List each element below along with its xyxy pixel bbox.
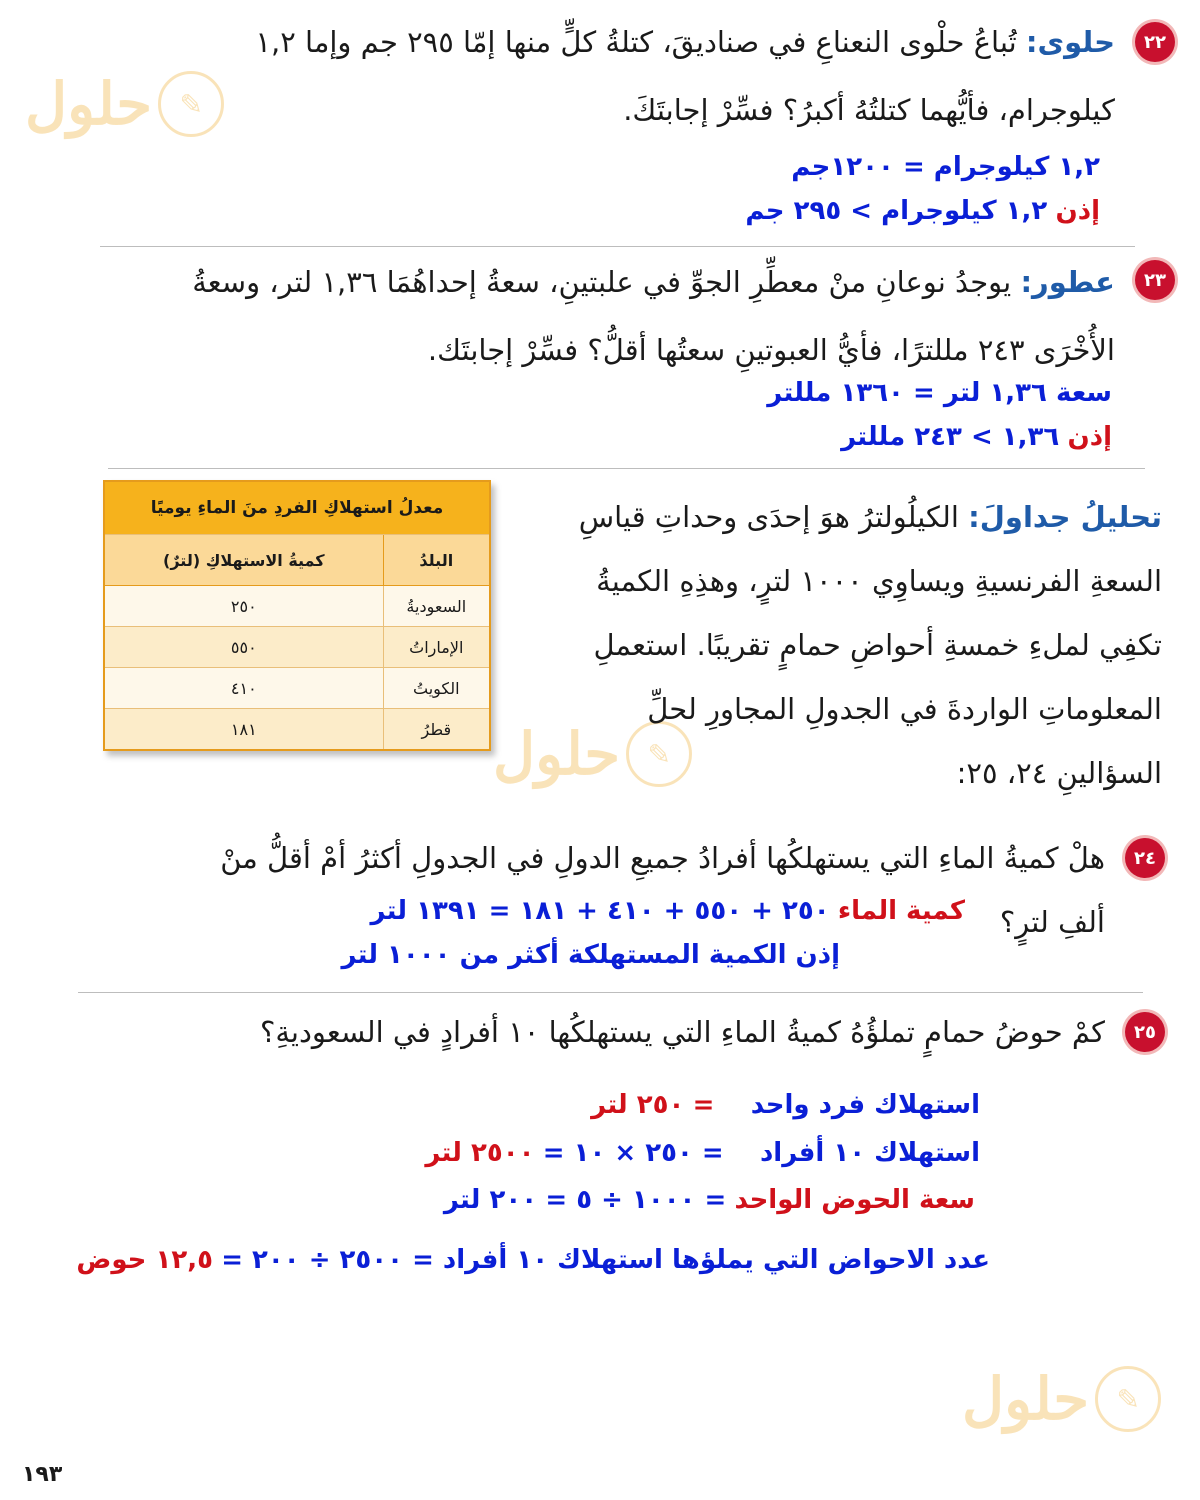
table-row [104,586,490,627]
watermark-middle: ✎ حلول [493,720,692,788]
q22-solution-line-1: ١,٢ كيلوجرام = ١٢٠٠جم [791,152,1100,182]
table-row [104,709,490,751]
question-22-title: حلوى: [1025,25,1115,59]
question-23-text: عطور: يوجدُ نوعانِ منْ معطِّرِ الجوِّ في علبتينِ، سعةُ إحداهُمَا ١,٣٦ لتر، وسعةُ الأُخْرَى ٢٤٣ مللترًا، فأيُّ العبوتينِ سعتُها أقلُّ؟ فسِّرْ إجابتَك. [192,265,1115,367]
watermark-top: ✎ حلول [25,70,224,138]
q23-solution-line-2: إذن ١,٣٦ > ٢٤٣ مللتر [841,422,1112,452]
book-icon: ✎ [158,71,224,137]
table-cell-value: ١٨١ [104,709,383,751]
table-cell-country: الإماراتُ [383,627,490,668]
water-consumption-table [103,480,491,751]
q25-line-2: استهلاك ١٠ أفراد = ٢٥٠ × ١٠ = ٢٥٠٠ لتر [425,1138,980,1168]
question-24-text-2: ألفِ لترٍ؟ [999,905,1105,939]
table-cell-country: الكويتُ [383,668,490,709]
q25-final-answer: عدد الاحواض التي يملؤها استهلاك ١٠ أفراد = ٢٥٠٠ ÷ ٢٠٠ = ١٢,٥ حوض [76,1245,990,1275]
table-cell-value: ٢٥٠ [104,586,383,627]
table-cell-value: ٥٥٠ [104,627,383,668]
q25-line-1: استهلاك فرد واحد = ٢٥٠ لتر [591,1090,980,1120]
page-number: ١٩٣ [22,1462,63,1487]
watermark-bottom: ✎ حلول [962,1365,1161,1433]
table-cell-country: قطرُ [383,709,490,751]
question-number-23: ٢٣ [1135,260,1175,300]
question-number-24: ٢٤ [1125,838,1165,878]
question-23-title: عطور: [1020,265,1115,299]
q24-solution-line-2: إذن الكمية المستهلكة أكثر من ١٠٠٠ لتر [341,940,840,970]
book-icon: ✎ [626,721,692,787]
table-cell-country: السعوديةُ [383,586,490,627]
divider [108,468,1145,469]
divider [78,992,1143,993]
table-cell-value: ٤١٠ [104,668,383,709]
question-25-text: كمْ حوضُ حمامٍ تملؤُهُ كميةُ الماءِ التي يستهلكُها ١٠ أفرادٍ في السعوديةِ؟ [259,1015,1105,1049]
table-caption: معدلُ استهلاكِ الفردِ منَ الماءِ يوميًا [104,481,490,535]
table-header-country: البلدُ [383,535,490,586]
question-number-22: ٢٢ [1135,22,1175,62]
q25-line-3: سعة الحوض الواحد = ١٠٠٠ ÷ ٥ = ٢٠٠ لتر [443,1185,975,1215]
q22-solution-line-2: إذن ١,٢ كيلوجرام > ٢٩٥ جم [745,196,1100,226]
question-22-text: حلوى: تُباعُ حلْوى النعناعِ في صناديقَ، كتلةُ كلٍّ منها إمّا ٢٩٥ جم وإما ١,٢ كيلوجرام، فأيُّهما كتلتُهُ أكبرُ؟ فسِّرْ إجابتَكَ. [255,25,1115,127]
book-icon: ✎ [1095,1366,1161,1432]
q23-solution-line-1: سعة ١,٣٦ لتر = ١٣٦٠ مللتر [767,378,1112,408]
q24-solution-line-1: كمية الماء ٢٥٠ + ٥٥٠ + ٤١٠ + ١٨١ = ١٣٩١ لتر [370,896,965,926]
table-row [104,627,490,668]
analysis-title: تحليلُ جداولَ: [968,500,1162,534]
table-row [104,668,490,709]
table-header-consumption: كميةُ الاستهلاكِ (لترٌ) [104,535,383,586]
question-number-25: ٢٥ [1125,1012,1165,1052]
divider [100,246,1135,247]
analysis-paragraph: تحليلُ جداولَ: الكيلُولترُ هوَ إحدَى وحداتِ قياسِ السعةِ الفرنسيةِ ويساوِي ١٠٠٠ لترٍ، وهذِهِ الكميةُ تكفِي لملءِ خمسةِ أحواضِ حمامٍ تقريبًا. استعملِ المعلوماتِ الواردةَ في الجدولِ المجاورِ لحلِّ السؤالينِ ٢٤، ٢٥: [578,500,1162,790]
question-24-text: هلْ كميةُ الماءِ التي يستهلكُها أفرادُ جميعِ الدولِ في الجدولِ أكثرُ أمْ أقلُّ منْ [220,841,1105,875]
